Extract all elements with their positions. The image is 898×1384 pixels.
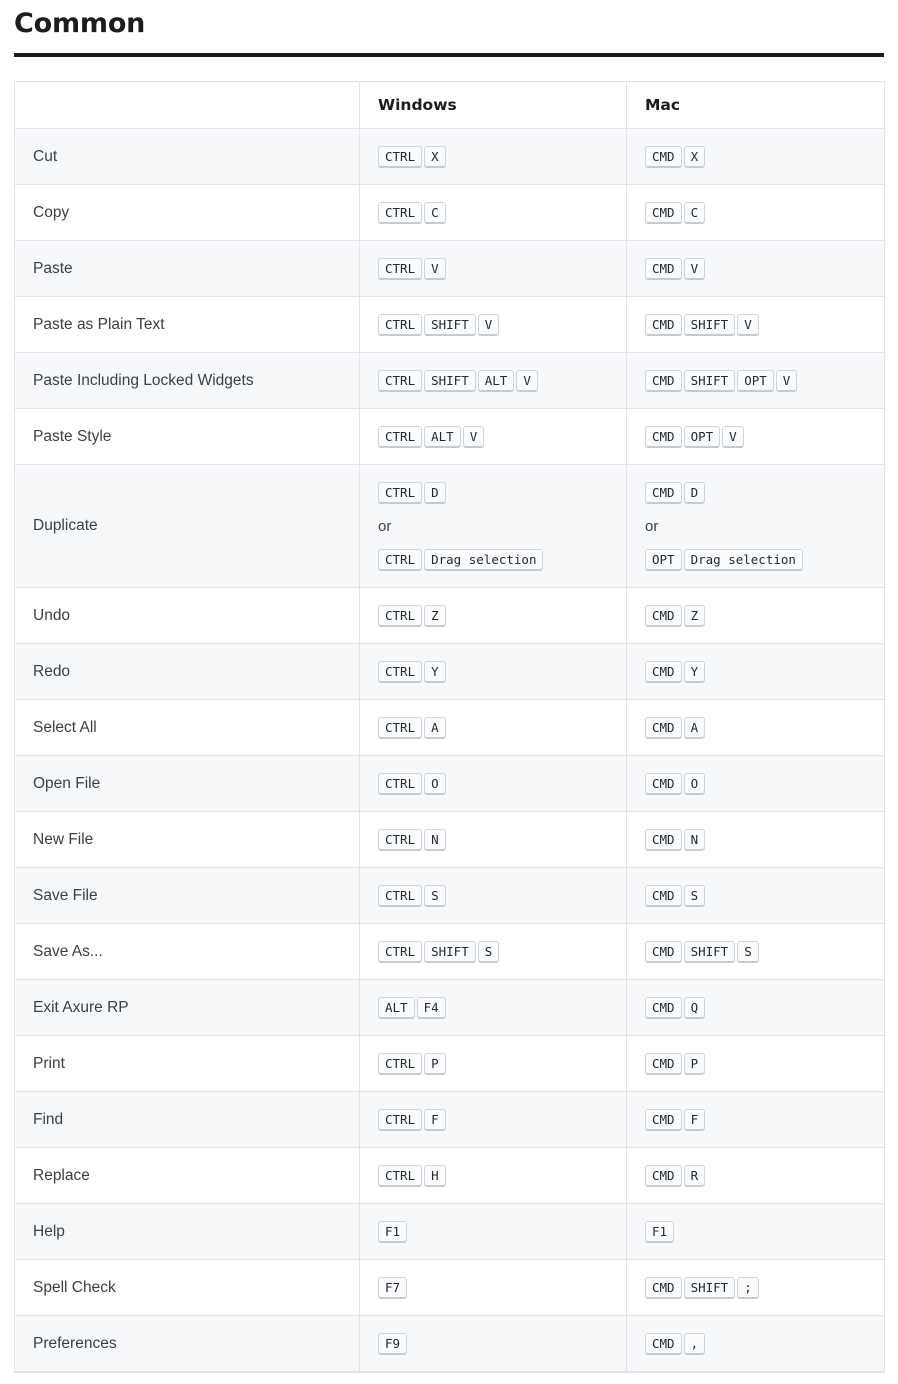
- shortcut-key-combo: [378, 600, 608, 631]
- shortcut-action-label: Paste: [15, 241, 360, 297]
- shortcut-keys-mac: [627, 297, 885, 353]
- shortcut-action-label: Find: [15, 1092, 360, 1148]
- shortcut-key-combo: [645, 992, 866, 1023]
- shortcut-keys-mac: [627, 1316, 885, 1372]
- shortcut-keys-windows: [360, 1204, 627, 1260]
- shortcut-keys-mac: [627, 1260, 885, 1316]
- key-cap: C: [424, 202, 446, 225]
- key-cap: CTRL: [378, 426, 422, 449]
- key-cap: N: [424, 829, 446, 852]
- column-header-windows: Windows: [360, 82, 627, 129]
- shortcut-keys-windows: [360, 756, 627, 812]
- key-cap: D: [684, 482, 706, 505]
- title-divider: [14, 53, 884, 57]
- shortcut-keys-windows: [360, 700, 627, 756]
- key-cap: V: [737, 314, 759, 337]
- table-row: [15, 409, 885, 465]
- shortcut-keys-windows: [360, 924, 627, 980]
- shortcut-keys-mac: [627, 644, 885, 700]
- key-cap: CTRL: [378, 482, 422, 505]
- shortcut-keys-windows: [360, 1036, 627, 1092]
- key-cap: Y: [684, 661, 706, 684]
- shortcut-action-label: Exit Axure RP: [15, 980, 360, 1036]
- key-cap: CMD: [645, 829, 682, 852]
- key-cap: V: [516, 370, 538, 393]
- shortcut-separator: or: [645, 518, 659, 535]
- shortcut-action-label: Spell Check: [15, 1260, 360, 1316]
- key-cap: CTRL: [378, 1109, 422, 1132]
- shortcut-action-label: Undo: [15, 588, 360, 644]
- shortcut-action-label: Save File: [15, 868, 360, 924]
- key-cap: CMD: [645, 997, 682, 1020]
- shortcut-action-label: New File: [15, 812, 360, 868]
- shortcut-key-combo: [378, 1104, 608, 1135]
- shortcut-key-combo: [645, 880, 866, 911]
- shortcut-action-label: Paste as Plain Text: [15, 297, 360, 353]
- key-cap: CMD: [645, 146, 682, 169]
- key-cap: SHIFT: [424, 370, 476, 393]
- shortcut-key-combo: [378, 1216, 608, 1247]
- shortcut-key-combo: [645, 768, 866, 799]
- shortcut-key-combo: [645, 197, 866, 228]
- key-cap: F: [684, 1109, 706, 1132]
- key-cap: R: [684, 1165, 706, 1188]
- shortcut-action-label: Select All: [15, 700, 360, 756]
- key-cap: CTRL: [378, 717, 422, 740]
- key-cap: CTRL: [378, 549, 422, 572]
- shortcut-key-combo: [378, 768, 608, 799]
- key-cap: ALT: [378, 997, 415, 1020]
- shortcut-keys-mac: [627, 185, 885, 241]
- shortcut-key-combo: [378, 544, 608, 575]
- shortcut-keys-windows: [360, 1260, 627, 1316]
- key-cap: CTRL: [378, 1165, 422, 1188]
- shortcut-action-label: Cut: [15, 129, 360, 185]
- shortcut-keys-windows: [360, 812, 627, 868]
- shortcut-keys-windows: [360, 241, 627, 297]
- shortcut-key-combo: [378, 197, 608, 228]
- key-cap: A: [424, 717, 446, 740]
- key-cap: F1: [645, 1221, 674, 1244]
- shortcut-key-combo: [645, 712, 866, 743]
- shortcut-keys-windows: [360, 980, 627, 1036]
- shortcut-keys-windows: [360, 409, 627, 465]
- shortcut-action-label: Open File: [15, 756, 360, 812]
- key-cap: CTRL: [378, 146, 422, 169]
- shortcut-key-combo: [378, 253, 608, 284]
- table-row: [15, 980, 885, 1036]
- key-cap: CMD: [645, 1333, 682, 1356]
- shortcut-action-label: Print: [15, 1036, 360, 1092]
- key-cap: P: [424, 1053, 446, 1076]
- table-row: [15, 1204, 885, 1260]
- key-cap: CTRL: [378, 661, 422, 684]
- key-cap: O: [424, 773, 446, 796]
- key-cap: CMD: [645, 1277, 682, 1300]
- shortcut-key-combo: [645, 1160, 866, 1191]
- key-cap: CMD: [645, 661, 682, 684]
- shortcut-key-combo: [378, 421, 608, 452]
- shortcut-keys-mac: [627, 924, 885, 980]
- key-cap: CTRL: [378, 885, 422, 908]
- key-cap: P: [684, 1053, 706, 1076]
- key-cap: V: [722, 426, 744, 449]
- key-cap: C: [684, 202, 706, 225]
- shortcut-key-combo: [645, 1216, 866, 1247]
- shortcut-key-combo: [645, 309, 866, 340]
- key-cap: Q: [684, 997, 706, 1020]
- shortcut-action-label: Save As...: [15, 924, 360, 980]
- shortcut-keys-windows: [360, 129, 627, 185]
- shortcut-keys-mac: [627, 1204, 885, 1260]
- key-cap: CMD: [645, 717, 682, 740]
- table-row: [15, 756, 885, 812]
- key-cap: X: [684, 146, 706, 169]
- shortcut-action-label: Copy: [15, 185, 360, 241]
- key-cap: CMD: [645, 258, 682, 281]
- table-row: [15, 185, 885, 241]
- key-cap: CTRL: [378, 829, 422, 852]
- key-cap: CMD: [645, 941, 682, 964]
- table-row: [15, 1092, 885, 1148]
- key-cap: CTRL: [378, 1053, 422, 1076]
- shortcut-keys-mac: [627, 1036, 885, 1092]
- key-cap: Y: [424, 661, 446, 684]
- shortcut-keys-windows: [360, 353, 627, 409]
- key-cap: H: [424, 1165, 446, 1188]
- key-cap: OPT: [645, 549, 682, 572]
- table-row: [15, 812, 885, 868]
- shortcut-key-combo: [645, 656, 866, 687]
- shortcut-key-combo: [378, 656, 608, 687]
- shortcut-keys-mac: [627, 129, 885, 185]
- shortcut-key-combo: [645, 544, 866, 575]
- table-row: [15, 1260, 885, 1316]
- key-cap: CTRL: [378, 773, 422, 796]
- table-header-row: [15, 82, 885, 129]
- shortcut-keys-mac: [627, 465, 885, 588]
- shortcut-key-combo: [645, 1328, 866, 1359]
- key-cap: D: [424, 482, 446, 505]
- shortcut-key-combo: [378, 1272, 608, 1303]
- shortcut-key-combo: [645, 600, 866, 631]
- key-cap: S: [737, 941, 759, 964]
- shortcut-key-combo: [378, 880, 608, 911]
- shortcut-keys-windows: [360, 1092, 627, 1148]
- shortcut-key-combo: [645, 477, 866, 508]
- shortcut-keys-mac: [627, 700, 885, 756]
- shortcut-keys-windows: [360, 465, 627, 588]
- key-cap: SHIFT: [684, 370, 736, 393]
- key-cap: CMD: [645, 426, 682, 449]
- shortcut-key-combo: [378, 1160, 608, 1191]
- table-header: [15, 82, 885, 129]
- shortcut-keys-mac: [627, 1148, 885, 1204]
- document-page: [0, 8, 898, 1384]
- key-cap: V: [684, 258, 706, 281]
- key-cap: CMD: [645, 1053, 682, 1076]
- key-cap: CTRL: [378, 370, 422, 393]
- shortcut-keys-mac: [627, 756, 885, 812]
- key-cap: CTRL: [378, 314, 422, 337]
- key-cap: F7: [378, 1277, 407, 1300]
- key-cap: SHIFT: [684, 941, 736, 964]
- shortcut-key-combo: [378, 936, 608, 967]
- table-row: [15, 924, 885, 980]
- key-cap: OPT: [737, 370, 774, 393]
- page-title: Common: [14, 8, 146, 39]
- key-cap: Drag selection: [424, 549, 543, 572]
- key-cap: ,: [684, 1333, 706, 1356]
- table-row: [15, 700, 885, 756]
- key-cap: S: [684, 885, 706, 908]
- shortcut-action-label: Paste Style: [15, 409, 360, 465]
- shortcut-separator: or: [378, 518, 392, 535]
- key-cap: CMD: [645, 773, 682, 796]
- shortcut-action-label: Help: [15, 1204, 360, 1260]
- shortcut-keys-windows: [360, 868, 627, 924]
- shortcut-key-combo: [378, 1048, 608, 1079]
- shortcut-keys-mac: [627, 1092, 885, 1148]
- key-cap: F4: [417, 997, 446, 1020]
- shortcut-key-combo: [645, 824, 866, 855]
- table-row: [15, 1316, 885, 1372]
- key-cap: CMD: [645, 885, 682, 908]
- key-cap: F1: [378, 1221, 407, 1244]
- table-row: [15, 1036, 885, 1092]
- shortcut-key-combo: [645, 1048, 866, 1079]
- key-cap: CMD: [645, 370, 682, 393]
- shortcut-keys-windows: [360, 588, 627, 644]
- shortcut-keys-windows: [360, 185, 627, 241]
- shortcut-keys-mac: [627, 353, 885, 409]
- shortcut-key-combo: [645, 253, 866, 284]
- key-cap: SHIFT: [424, 941, 476, 964]
- table-row: [15, 1148, 885, 1204]
- shortcut-keys-mac: [627, 812, 885, 868]
- shortcut-key-combo: [378, 365, 608, 396]
- column-header-mac: Mac: [627, 82, 885, 129]
- key-cap: SHIFT: [684, 314, 736, 337]
- key-cap: ;: [737, 1277, 759, 1300]
- shortcut-key-combo: [645, 421, 866, 452]
- shortcut-key-combo: [378, 992, 608, 1023]
- key-cap: N: [684, 829, 706, 852]
- key-cap: Z: [684, 605, 706, 628]
- shortcut-keys-windows: [360, 1316, 627, 1372]
- key-cap: V: [424, 258, 446, 281]
- keyboard-shortcuts-table: [14, 81, 885, 1372]
- key-cap: Drag selection: [684, 549, 803, 572]
- key-cap: V: [463, 426, 485, 449]
- table-row: [15, 241, 885, 297]
- table-body: [15, 129, 885, 1372]
- key-cap: Z: [424, 605, 446, 628]
- bottom-divider: [14, 1372, 884, 1384]
- key-cap: F: [424, 1109, 446, 1132]
- table-row: [15, 644, 885, 700]
- shortcut-keys-mac: [627, 980, 885, 1036]
- table-row: [15, 353, 885, 409]
- key-cap: F9: [378, 1333, 407, 1356]
- shortcut-key-combo: [645, 936, 866, 967]
- shortcut-key-combo: [645, 365, 866, 396]
- key-cap: CMD: [645, 1109, 682, 1132]
- key-cap: CMD: [645, 314, 682, 337]
- key-cap: S: [478, 941, 500, 964]
- shortcut-keys-windows: [360, 644, 627, 700]
- key-cap: O: [684, 773, 706, 796]
- key-cap: A: [684, 717, 706, 740]
- key-cap: S: [424, 885, 446, 908]
- shortcut-key-combo: [645, 1272, 866, 1303]
- key-cap: CTRL: [378, 605, 422, 628]
- key-cap: X: [424, 146, 446, 169]
- table-row: [15, 297, 885, 353]
- shortcut-keys-mac: [627, 409, 885, 465]
- key-cap: CTRL: [378, 258, 422, 281]
- key-cap: CTRL: [378, 941, 422, 964]
- key-cap: CTRL: [378, 202, 422, 225]
- column-header-action: [15, 82, 360, 129]
- shortcut-keys-mac: [627, 588, 885, 644]
- shortcut-key-combo: [378, 824, 608, 855]
- table-row: [15, 868, 885, 924]
- key-cap: OPT: [684, 426, 721, 449]
- key-cap: CMD: [645, 605, 682, 628]
- shortcut-action-label: Preferences: [15, 1316, 360, 1372]
- shortcut-key-combo: [378, 141, 608, 172]
- shortcut-action-label: Paste Including Locked Widgets: [15, 353, 360, 409]
- shortcut-key-combo: [645, 1104, 866, 1135]
- key-cap: CMD: [645, 482, 682, 505]
- shortcut-keys-windows: [360, 297, 627, 353]
- key-cap: CMD: [645, 1165, 682, 1188]
- shortcut-key-combo: [378, 1328, 608, 1359]
- shortcut-key-combo: [378, 712, 608, 743]
- key-cap: V: [478, 314, 500, 337]
- shortcut-action-label: Replace: [15, 1148, 360, 1204]
- key-cap: V: [776, 370, 798, 393]
- shortcut-action-label: Redo: [15, 644, 360, 700]
- shortcut-action-label: Duplicate: [15, 465, 360, 588]
- shortcut-keys-windows: [360, 1148, 627, 1204]
- table-row: [15, 465, 885, 588]
- shortcut-key-combo: [378, 309, 608, 340]
- table-row: [15, 129, 885, 185]
- key-cap: ALT: [478, 370, 515, 393]
- shortcut-keys-mac: [627, 868, 885, 924]
- shortcut-keys-mac: [627, 241, 885, 297]
- key-cap: ALT: [424, 426, 461, 449]
- key-cap: SHIFT: [684, 1277, 736, 1300]
- shortcut-key-combo: [378, 477, 608, 508]
- key-cap: SHIFT: [424, 314, 476, 337]
- shortcut-key-combo: [645, 141, 866, 172]
- key-cap: CMD: [645, 202, 682, 225]
- table-row: [15, 588, 885, 644]
